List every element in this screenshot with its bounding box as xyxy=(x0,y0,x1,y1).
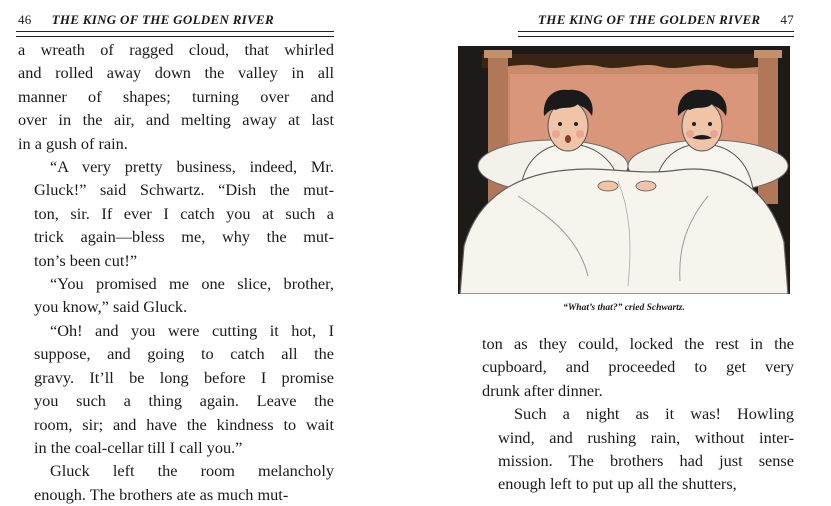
text-line: ton as they could, locked the rest in the xyxy=(482,334,794,353)
text-line: ton, sir. If ever I catch you at such a xyxy=(34,203,334,223)
text-line: suppose, and going to catch all the xyxy=(34,344,334,364)
paragraph xyxy=(18,38,334,155)
text-line: “A very pretty business, indeed, Mr. xyxy=(50,157,334,177)
right-page-header xyxy=(518,10,794,30)
right-header-rule xyxy=(518,31,794,37)
text-line: Gluck left the room melancholy xyxy=(50,461,334,481)
paragraph xyxy=(18,459,334,506)
paragraph xyxy=(18,272,334,319)
text-line: enough. The brothers ate as much mut- xyxy=(34,484,289,504)
text-line: drunk after dinner. xyxy=(482,380,603,400)
text-line: manner of shapes; turning over and xyxy=(18,86,334,106)
bed-illustration xyxy=(458,46,790,294)
text-line: room, sir; and have the kindness to wait xyxy=(34,414,334,434)
text-line: trick again—bless me, why the mut- xyxy=(34,227,334,247)
left-page xyxy=(0,0,350,502)
text-line: a wreath of ragged cloud, that whirled xyxy=(18,40,334,59)
text-line: cupboard, and proceeded to get very xyxy=(482,357,794,377)
text-line: enough left to put up all the shutters, xyxy=(498,474,737,494)
text-line: “Oh! and you were cutting it hot, I xyxy=(50,320,334,340)
left-page-header xyxy=(18,10,332,30)
right-running-head: THE KING OF THE GOLDEN RIVER xyxy=(538,12,761,27)
left-running-head: THE KING OF THE GOLDEN RIVER xyxy=(51,12,274,27)
text-line: gravy. It’ll be long before I promise xyxy=(34,367,334,387)
text-line: and rolled away down the valley in all xyxy=(18,63,334,83)
paragraph xyxy=(18,155,334,272)
text-line: over in the air, and melting away at last xyxy=(18,110,334,130)
paragraph xyxy=(482,332,794,402)
text-line: Gluck!” said Schwartz. “Dish the mut- xyxy=(34,180,334,200)
text-line: in a gush of rain. xyxy=(18,133,128,153)
left-page-number: 46 xyxy=(18,12,32,27)
left-header-rule xyxy=(16,31,334,37)
text-line: ton’s been cut!” xyxy=(34,250,138,270)
right-page-number: 47 xyxy=(780,12,794,27)
right-body-text xyxy=(482,332,794,496)
right-page xyxy=(458,0,831,502)
text-line: in the coal-cellar till I call you.” xyxy=(34,437,243,457)
illustration-caption: “What’s that?” cried Schwartz. xyxy=(563,303,685,313)
text-line: Such a night as it was! Howling xyxy=(514,404,794,424)
text-line: you such a thing again. Leave the xyxy=(34,391,334,411)
left-body-text xyxy=(18,38,334,506)
paragraph xyxy=(18,319,334,459)
paragraph xyxy=(482,402,794,496)
text-line: you know,” said Gluck. xyxy=(34,297,188,317)
text-line: mission. The brothers had just sense xyxy=(498,451,794,471)
text-line: “You promised me one slice, brother, xyxy=(50,274,334,294)
text-line: wind, and rushing rain, without inter- xyxy=(498,427,794,447)
